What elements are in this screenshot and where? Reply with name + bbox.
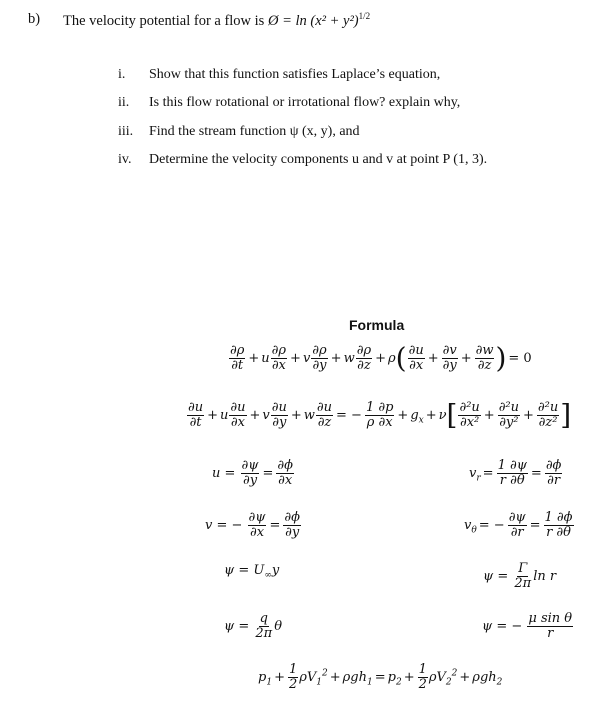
psi-doublet-lhs: ψ = − — [482, 619, 523, 634]
psi-uniform-lhs: ψ = U — [224, 563, 265, 578]
question-intro-text: The velocity potential for a flow is — [63, 12, 265, 29]
item-1-text: Show that this function satisfies Laplace’s equation, — [149, 67, 441, 82]
item-3-text: Find the stream function ψ (x, y), and — [149, 124, 360, 139]
u-velocity-formula: u = $\frac{\partial\psi}{\partial y}$ = $\frac{\partial\phi}{\partial x}$ — [212, 458, 293, 488]
v-lhs: v = − — [205, 518, 243, 533]
formula-title: Formula — [349, 317, 405, 333]
vth-lhs: v — [464, 518, 472, 533]
gamma-symbol: Γ — [518, 561, 528, 576]
navier-stokes-equation: $\frac{\partial u}{\partial t}$ + u $\frac{\partial u}{\partial x}$ + v $\frac{\partial u}{\partial y}$ + w $\frac{\partial u}{\partial z}$ = − $\frac{1 \partial p}{\rho \partial x}$ + $g_x + \nu$[ $\frac{\text{∂²u}}{\text{∂x²}}$ + $\frac{\text{∂²u}}{\text{∂y²}}$ + $\frac{\text{∂²u}}{\text{∂z²}}$ ] — [188, 398, 572, 432]
item-4-number: iv. — [118, 152, 132, 167]
two-pi-vortex: 2π — [514, 576, 532, 591]
uniform-flow-stream-function: $\psi = U_\infty y$ — [224, 563, 280, 581]
two-pi-source: 2π — [255, 626, 273, 641]
item-2-text: Is this flow rotational or irrotational flow? explain why, — [149, 95, 461, 110]
radial-velocity-formula: $v_r$ = $\frac{1 \partial\psi}{r \partial\theta}$ = $\frac{\partial\phi}{\partial r}$ — [469, 458, 562, 488]
question-label: b) — [28, 11, 41, 27]
source-stream-function — [224, 612, 282, 641]
psi-source-lhs: ψ = — [224, 619, 250, 634]
mu-sin-theta: μ sin θ — [528, 611, 573, 626]
vr-lhs: v — [469, 466, 477, 481]
r-denominator: r — [547, 626, 554, 641]
vortex-stream-function — [483, 562, 556, 591]
question-intro — [63, 11, 370, 30]
doublet-stream-function — [482, 612, 574, 641]
item-3-number: iii. — [118, 124, 134, 139]
bernoulli-equation: $p_1$ + $\frac{1}{2}$ $\rho V_1^2 + \rho gh_1 = p_2$ + $\frac{1}{2}$ $\rho V_2^2 + \rho gh_2$ — [258, 662, 503, 692]
u-lhs: u = — [212, 466, 236, 481]
ln-r: ln r — [533, 569, 557, 584]
item-4-text: Determine the velocity components u and v at point P (1, 3). — [149, 152, 488, 167]
item-2-number: ii. — [118, 95, 130, 110]
v-velocity-formula: v = − $\frac{\partial\psi}{\partial x}$ = $\frac{\partial\phi}{\partial y}$ — [205, 510, 300, 540]
item-1-number: i. — [118, 67, 126, 82]
tangential-velocity-formula: $v_\theta$ = − $\frac{\partial\psi}{\partial r}$ = $\frac{1 \partial\phi}{r \partial\theta}$ — [464, 510, 573, 540]
psi-vortex-lhs: ψ = — [483, 569, 509, 584]
potential-expression: Ø = ln (x² + y²) — [267, 12, 359, 29]
source-strength: q — [259, 611, 268, 626]
continuity-equation: $\frac{\partial\rho}{\partial t}$ + u $\frac{\partial\rho}{\partial x}$ + v $\frac{\partial\rho}{\partial y}$ + w $\frac{\partial\rho}{\partial z}$ + ρ( $\frac{\partial u}{\partial x}$ + $\frac{\partial v}{\partial y}$ + $\frac{\partial w}{\partial z}$ ) = 0 — [230, 341, 532, 375]
theta-symbol: θ — [274, 619, 283, 634]
potential-exponent: 1/2 — [358, 11, 371, 21]
